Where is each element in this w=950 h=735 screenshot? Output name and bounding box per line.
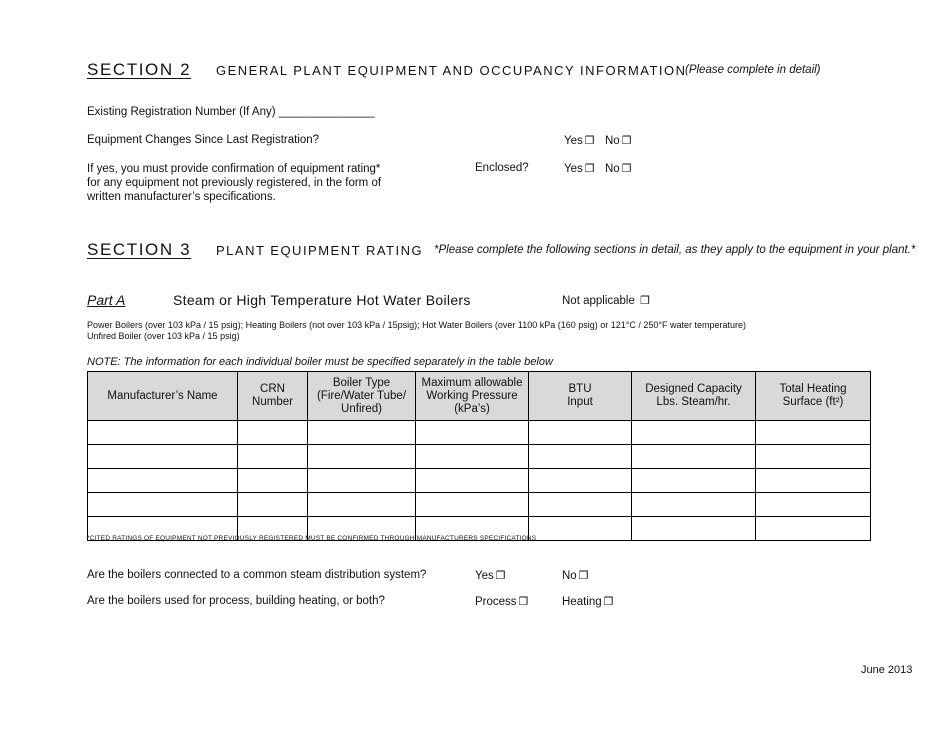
changes-no-option[interactable]	[605, 134, 632, 147]
common-steam-yes-label: Yes	[475, 570, 494, 582]
confirmation-line-1: If yes, you must provide confirmation of equipment rating*	[87, 163, 381, 175]
not-applicable-option[interactable]	[562, 294, 650, 307]
table-row	[88, 445, 871, 469]
table-cell[interactable]	[756, 469, 871, 493]
usage-process-label: Process	[475, 596, 517, 608]
table-cell[interactable]	[238, 469, 308, 493]
checkbox-icon[interactable]: ❐	[495, 570, 506, 582]
checkbox-icon[interactable]: ❐	[518, 596, 529, 608]
part-a-label: Part A	[87, 292, 126, 308]
table-cell[interactable]	[416, 493, 529, 517]
confirmation-text	[87, 162, 381, 204]
col-boiler-type: Boiler Type (Fire/Water Tube/ Unfired)	[308, 372, 416, 421]
table-cell[interactable]	[756, 421, 871, 445]
col-max-working-pressure: Maximum allowable Working Pressure (kPa’s)	[416, 372, 529, 421]
usage-process-option[interactable]	[475, 595, 528, 608]
boiler-category-line-2: Unfired Boiler (over 103 kPa / 15 psig)	[87, 331, 240, 341]
table-cell[interactable]	[756, 517, 871, 541]
registration-label-text: Existing Registration Number (If Any)	[87, 106, 276, 118]
checkbox-icon[interactable]: ❐	[603, 596, 614, 608]
enclosed-no-label: No	[605, 163, 620, 175]
section3-heading: PLANT EQUIPMENT RATING	[216, 243, 424, 258]
table-cell[interactable]	[632, 517, 756, 541]
table-cell[interactable]	[632, 469, 756, 493]
checkbox-icon[interactable]: ❐	[640, 295, 650, 307]
boiler-table	[87, 371, 871, 541]
table-cell[interactable]	[308, 469, 416, 493]
checkbox-icon[interactable]: ❐	[621, 135, 632, 147]
table-cell[interactable]	[88, 493, 238, 517]
equipment-changes-question: Equipment Changes Since Last Registration?	[87, 134, 320, 146]
checkbox-icon[interactable]: ❐	[578, 570, 589, 582]
table-cell[interactable]	[756, 445, 871, 469]
checkbox-icon[interactable]: ❐	[584, 135, 595, 147]
col-total-heating-surface: Total Heating Surface (ft²)	[756, 372, 871, 421]
table-cell[interactable]	[529, 445, 632, 469]
table-row	[88, 469, 871, 493]
col-designed-capacity: Designed Capacity Lbs. Steam/hr.	[632, 372, 756, 421]
checkbox-icon[interactable]: ❐	[621, 163, 632, 175]
registration-number-field[interactable]: _______________	[278, 106, 375, 118]
boiler-category-description	[87, 320, 746, 342]
col-btu-input: BTU Input	[529, 372, 632, 421]
section3-note: *Please complete the following sections in detail, as they apply to the equipment in your plant.*	[434, 244, 916, 256]
table-cell[interactable]	[632, 445, 756, 469]
table-cell[interactable]	[88, 445, 238, 469]
table-cell[interactable]	[632, 421, 756, 445]
common-steam-no-option[interactable]	[562, 569, 589, 582]
col-crn-number: CRN Number	[238, 372, 308, 421]
footer-date: June 2013	[861, 664, 913, 676]
checkbox-icon[interactable]: ❐	[584, 163, 595, 175]
table-cell[interactable]	[529, 493, 632, 517]
usage-heating-label: Heating	[562, 596, 602, 608]
table-header-row	[88, 372, 871, 421]
col-manufacturer-name: Manufacturer’s Name	[88, 372, 238, 421]
changes-yes-label: Yes	[564, 135, 583, 147]
section2-note: (Please complete in detail)	[685, 64, 821, 76]
table-cell[interactable]	[416, 469, 529, 493]
common-steam-no-label: No	[562, 570, 577, 582]
table-row	[88, 421, 871, 445]
section2-heading: GENERAL PLANT EQUIPMENT AND OCCUPANCY INFORMATION	[216, 63, 687, 78]
common-steam-question: Are the boilers connected to a common steam distribution system?	[87, 569, 427, 581]
table-cell[interactable]	[238, 493, 308, 517]
section2-label: SECTION 2	[87, 60, 192, 79]
table-cell[interactable]	[416, 421, 529, 445]
table-cell[interactable]	[416, 445, 529, 469]
enclosed-yes-option[interactable]	[564, 162, 595, 175]
enclosed-yes-label: Yes	[564, 163, 583, 175]
table-cell[interactable]	[88, 421, 238, 445]
table-cell[interactable]	[238, 421, 308, 445]
table-footnote: *CITED RATINGS OF EQUIPMENT NOT PREVIOUSLY REGISTERED MUST BE CONFIRMED THROUGH MANUFACTURERS SPECIFICATIONS	[87, 535, 537, 542]
table-cell[interactable]	[308, 421, 416, 445]
boiler-category-line-1: Power Boilers (over 103 kPa / 15 psig); Heating Boilers (not over 103 kPa / 15psig); Hot Water Boilers (over 1100 kPa (160 psig) or 121°C / 250°F water temperature)	[87, 320, 747, 330]
table-cell[interactable]	[238, 445, 308, 469]
table-cell[interactable]	[88, 469, 238, 493]
table-cell[interactable]	[529, 421, 632, 445]
usage-heating-option[interactable]	[562, 595, 614, 608]
common-steam-yes-option[interactable]	[475, 569, 506, 582]
boiler-usage-question: Are the boilers used for process, building heating, or both?	[87, 595, 385, 607]
changes-yes-option[interactable]	[564, 134, 595, 147]
not-applicable-label: Not applicable	[562, 295, 635, 307]
changes-no-label: No	[605, 135, 620, 147]
table-cell[interactable]	[308, 445, 416, 469]
enclosed-no-option[interactable]	[605, 162, 632, 175]
table-cell[interactable]	[632, 493, 756, 517]
section3-label: SECTION 3	[87, 240, 192, 259]
table-cell[interactable]	[308, 493, 416, 517]
enclosed-label: Enclosed?	[475, 162, 529, 174]
table-cell[interactable]	[756, 493, 871, 517]
registration-label	[87, 106, 375, 118]
table-row	[88, 493, 871, 517]
table-cell[interactable]	[529, 469, 632, 493]
table-note: NOTE: The information for each individual boiler must be specified separately in the table below	[87, 356, 553, 368]
confirmation-line-2: for any equipment not previously registered, in the form of	[87, 177, 382, 189]
part-a-title: Steam or High Temperature Hot Water Boilers	[173, 292, 471, 308]
confirmation-line-3: written manufacturer’s specifications.	[87, 191, 276, 203]
table-cell[interactable]	[529, 517, 632, 541]
